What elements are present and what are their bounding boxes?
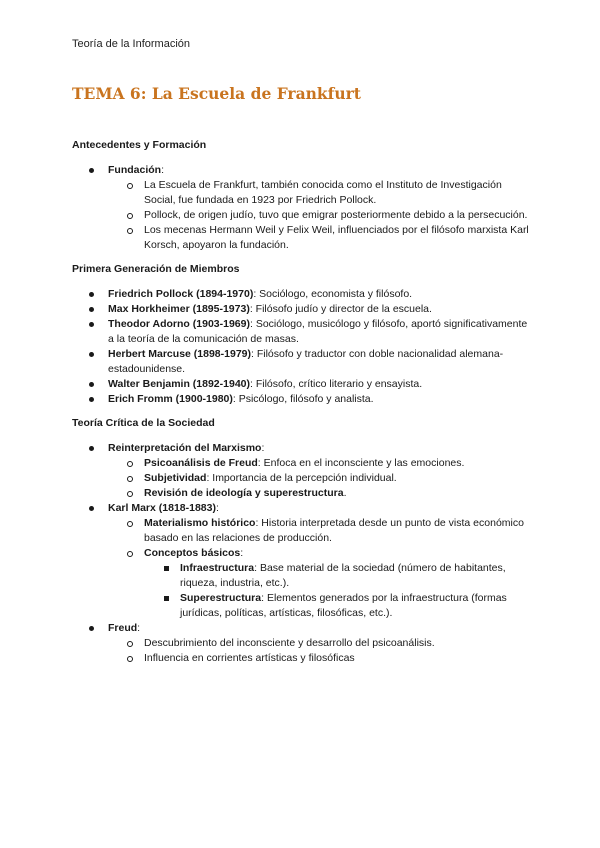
square-bullet-icon	[164, 596, 169, 601]
list-item: Psicoanálisis de Freud: Enfoca en el inconsciente y las emociones.	[72, 456, 532, 471]
list-item: Friedrich Pollock (1894-1970): Sociólogo, economista y filósofo.	[72, 287, 532, 302]
section-heading-teoria-critica: Teoría Crítica de la Sociedad	[72, 417, 215, 429]
bullet-icon	[89, 352, 94, 357]
list-item: Revisión de ideología y superestructura.	[72, 486, 532, 501]
list-item: Theodor Adorno (1903-1969): Sociólogo, musicólogo y filósofo, aportó significativamente a la teoría de la comunicación de masas.	[72, 317, 532, 347]
list-item: Freud:	[72, 621, 532, 636]
list-item: Influencia en corrientes artísticas y filosóficas	[72, 651, 532, 666]
section-heading-antecedentes: Antecedentes y Formación	[72, 139, 207, 151]
list-item: Reinterpretación del Marxismo:	[72, 441, 532, 456]
list-item: Pollock, de origen judío, tuvo que emigrar posteriormente debido a la persecución.	[72, 208, 532, 223]
circle-bullet-icon	[127, 228, 133, 234]
circle-bullet-icon	[127, 521, 133, 527]
bullet-icon	[89, 626, 94, 631]
list-item: La Escuela de Frankfurt, también conocida como el Instituto de Investigación Social, fue fundada en 1923 por Friedrich Pollock.	[72, 178, 532, 208]
section-heading-primera-generacion: Primera Generación de Miembros	[72, 263, 240, 275]
bullet-icon	[89, 168, 94, 173]
list-item: Conceptos básicos:	[72, 546, 532, 561]
list-item: Erich Fromm (1900-1980): Psicólogo, filósofo y analista.	[72, 392, 532, 407]
list-item: Superestructura: Elementos generados por la infraestructura (formas jurídicas, políticas, artísticas, filosóficas, etc.).	[72, 591, 532, 621]
list-item: Max Horkheimer (1895-1973): Filósofo judío y director de la escuela.	[72, 302, 532, 317]
page-header: Teoría de la Información	[72, 38, 191, 50]
list-item: Descubrimiento del inconsciente y desarrollo del psicoanálisis.	[72, 636, 532, 651]
circle-bullet-icon	[127, 491, 133, 497]
bullet-icon	[89, 506, 94, 511]
bullet-icon	[89, 322, 94, 327]
list-item: Karl Marx (1818-1883):	[72, 501, 532, 516]
circle-bullet-icon	[127, 183, 133, 189]
members-list	[72, 287, 532, 407]
teoria-critica-list	[72, 441, 532, 666]
document-body	[72, 138, 532, 666]
list-item: Fundación:	[72, 163, 532, 178]
bullet-icon	[89, 382, 94, 387]
bullet-icon	[89, 397, 94, 402]
square-bullet-icon	[164, 566, 169, 571]
bullet-icon	[89, 446, 94, 451]
antecedentes-list	[72, 163, 532, 253]
circle-bullet-icon	[127, 551, 133, 557]
list-item: Materialismo histórico: Historia interpretada desde un punto de vista económico basado en las relaciones de producción.	[72, 516, 532, 546]
bullet-icon	[89, 307, 94, 312]
list-item: Walter Benjamin (1892-1940): Filósofo, crítico literario y ensayista.	[72, 377, 532, 392]
circle-bullet-icon	[127, 461, 133, 467]
list-item: Infraestructura: Base material de la sociedad (número de habitantes, riqueza, industria, etc.).	[72, 561, 532, 591]
document-title: TEMA 6: La Escuela de Frankfurt	[72, 84, 361, 103]
circle-bullet-icon	[127, 641, 133, 647]
list-item: Subjetividad: Importancia de la percepción individual.	[72, 471, 532, 486]
list-item: Herbert Marcuse (1898-1979): Filósofo y traductor con doble nacionalidad alemana-estadounidense.	[72, 347, 532, 377]
bullet-icon	[89, 292, 94, 297]
circle-bullet-icon	[127, 656, 133, 662]
circle-bullet-icon	[127, 213, 133, 219]
list-item: Los mecenas Hermann Weil y Felix Weil, influenciados por el filósofo marxista Karl Korsch, apoyaron la fundación.	[72, 223, 532, 253]
circle-bullet-icon	[127, 476, 133, 482]
